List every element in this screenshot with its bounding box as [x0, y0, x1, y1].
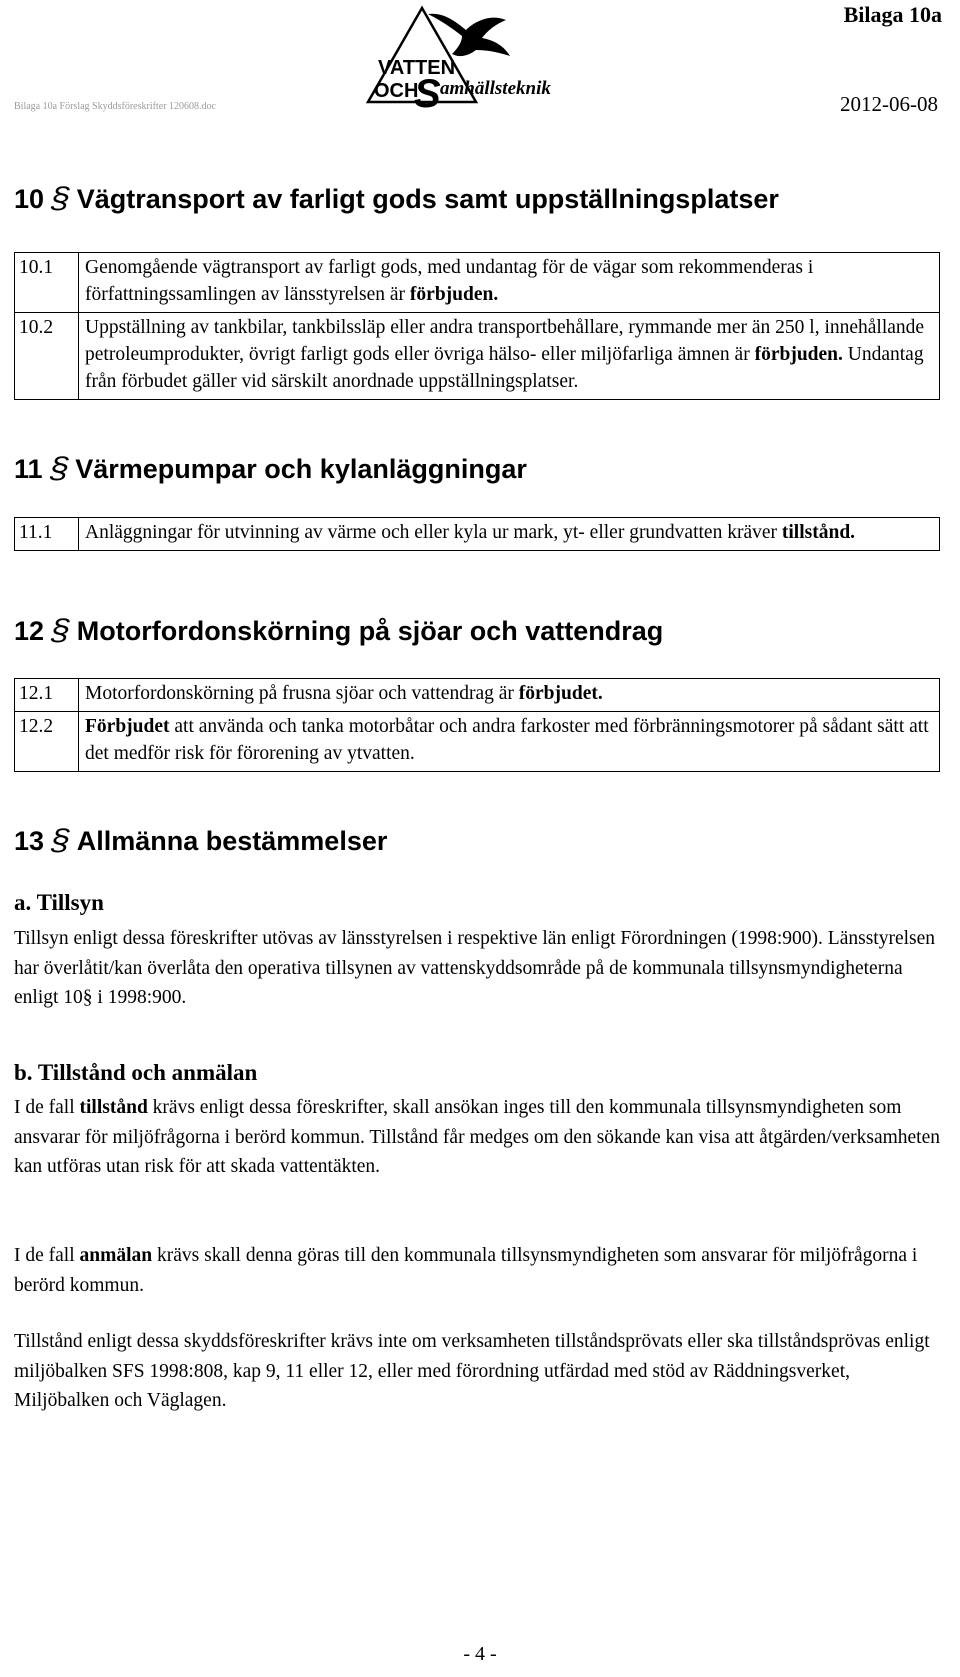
- rule-text-bold: förbjudet.: [518, 683, 603, 704]
- table-row: [15, 253, 940, 313]
- rule-text: [79, 679, 940, 712]
- paragraph-text-bold: anmälan: [79, 1245, 153, 1266]
- rule-text-pre: Anläggningar för utvinning av värme och eller kyla ur mark, yt- eller grundvatten kräver: [85, 522, 782, 543]
- paragraph-text-pre: I de fall: [14, 1245, 80, 1266]
- page-number: - 4 -: [463, 1643, 497, 1665]
- rule-text-pre: Motorfordonskörning på frusna sjöar och vattendrag är: [85, 683, 519, 704]
- table-row: [15, 712, 940, 772]
- paragraph-text-post: krävs skall denna göras till den kommunala tillsynsmyndigheten som ansvarar för miljöfrågorna i berörd kommun.: [14, 1245, 918, 1296]
- section-11-table: [14, 517, 940, 551]
- section-symbol: §: [46, 824, 75, 857]
- rule-text-bold: förbjuden.: [409, 284, 499, 305]
- document-title: Bilaga 10a: [843, 2, 942, 27]
- section-symbol: §: [45, 452, 73, 485]
- file-label: Bilaga 10a Förslag Skyddsföreskrifter 120608.doc: [14, 101, 216, 112]
- anmalan-paragraph: [14, 1241, 944, 1300]
- logo-line2: OCH: [374, 80, 419, 102]
- tillstand-paragraph-1: [14, 1093, 944, 1182]
- rule-text-bold: Förbjudet: [85, 716, 170, 737]
- tillstand-heading: b. Tillstånd och anmälan: [14, 1060, 258, 1085]
- rule-text-post: Undantag från förbudet gäller vid särskilt anordnade uppställningsplatser.: [85, 344, 924, 392]
- section-13-heading: [14, 824, 387, 858]
- section-symbol: §: [46, 182, 75, 215]
- rule-text: [79, 253, 940, 313]
- tillsyn-heading: a. Tillsyn: [14, 890, 104, 915]
- rule-text-post: att använda och tanka motorbåtar och andra farkoster med förbränningsmotorer på sådant sätt att det medför risk för förorening av ytvatten.: [85, 716, 929, 764]
- logo-line1: VATTEN: [378, 57, 456, 79]
- rule-number: 10.2: [15, 313, 79, 400]
- rule-text: [79, 518, 940, 551]
- section-symbol: §: [46, 614, 75, 647]
- tillsyn-text: Tillsyn enligt dessa föreskrifter utövas av länsstyrelsen i respektive län enligt Förordningen (1998:900). Länsstyrelsen har överlåtit/kan överlåta den operativa tillsynen av vattenskyddsområde på de kommunala tillsynsmyndigheterna enligt 10§ i 1998:900.: [14, 928, 936, 1008]
- section-10-table: [14, 252, 940, 400]
- rule-text-pre: Uppställning av tankbilar, tankbilssläp eller andra transportbehållare, rymmande mer än 250 l, innehållande petroleumprodukter, övrigt farligt gods eller övriga hälso- eller miljöfarliga ämnen är: [85, 317, 925, 365]
- section-10-heading: [14, 182, 779, 216]
- paragraph-text-post: krävs enligt dessa föreskrifter, skall ansökan inges till den kommunala tillsynsmyndigheten som ansvarar för miljöfrågorna i berörd kommun. Tillstånd får medges om den sökande kan visa att åtgärden/verksamheten kan utföras utan risk för att skada vattentäkten.: [14, 1097, 940, 1177]
- section-title: Vägtransport av farligt gods samt uppställningsplatser: [76, 184, 779, 214]
- rule-text-bold: förbjuden.: [754, 344, 843, 365]
- bird-triangle-logo: [364, 0, 594, 132]
- section-title: Värmepumpar och kylanläggningar: [75, 454, 527, 484]
- table-row: [15, 518, 940, 551]
- rule-text: [79, 712, 940, 772]
- section-number: 11: [14, 454, 43, 484]
- section-number: 10: [14, 184, 45, 214]
- logo-line3-initial: S: [414, 72, 441, 116]
- section-number: 12: [14, 616, 45, 646]
- exemption-paragraph: Tillstånd enligt dessa skyddsföreskrifter krävs inte om verksamheten tillståndsprövats eller ska tillståndsprövas enligt miljöbalken SFS 1998:808, kap 9, 11 eller 12, eller med förordning utfärdad med stöd av Räddningsverket, Miljöbalken och Väglagen.: [14, 1331, 930, 1411]
- section-12-table: [14, 678, 940, 772]
- rule-number: 12.2: [15, 712, 79, 772]
- table-row: [15, 679, 940, 712]
- paragraph-text-bold: tillstånd: [79, 1097, 148, 1118]
- table-row: [15, 313, 940, 400]
- rule-text-bold: tillstånd.: [781, 522, 856, 543]
- section-number: 13: [14, 826, 45, 856]
- section-12-heading: [14, 614, 663, 648]
- paragraph-text-pre: I de fall: [14, 1097, 80, 1118]
- document-date: 2012-06-08: [840, 92, 938, 116]
- logo-line3: amhällsteknik: [440, 78, 551, 99]
- rule-text: [79, 313, 940, 400]
- rule-number: 11.1: [15, 518, 79, 551]
- rule-text-pre: Genomgående vägtransport av farligt gods, med undantag för de vägar som rekommenderas i författningssamlingen av länsstyrelsen är: [85, 257, 814, 305]
- section-title: Motorfordonskörning på sjöar och vattendrag: [76, 616, 664, 646]
- section-title: Allmänna bestämmelser: [76, 826, 388, 856]
- rule-number: 10.1: [15, 253, 79, 313]
- rule-number: 12.1: [15, 679, 79, 712]
- section-11-heading: [14, 452, 527, 486]
